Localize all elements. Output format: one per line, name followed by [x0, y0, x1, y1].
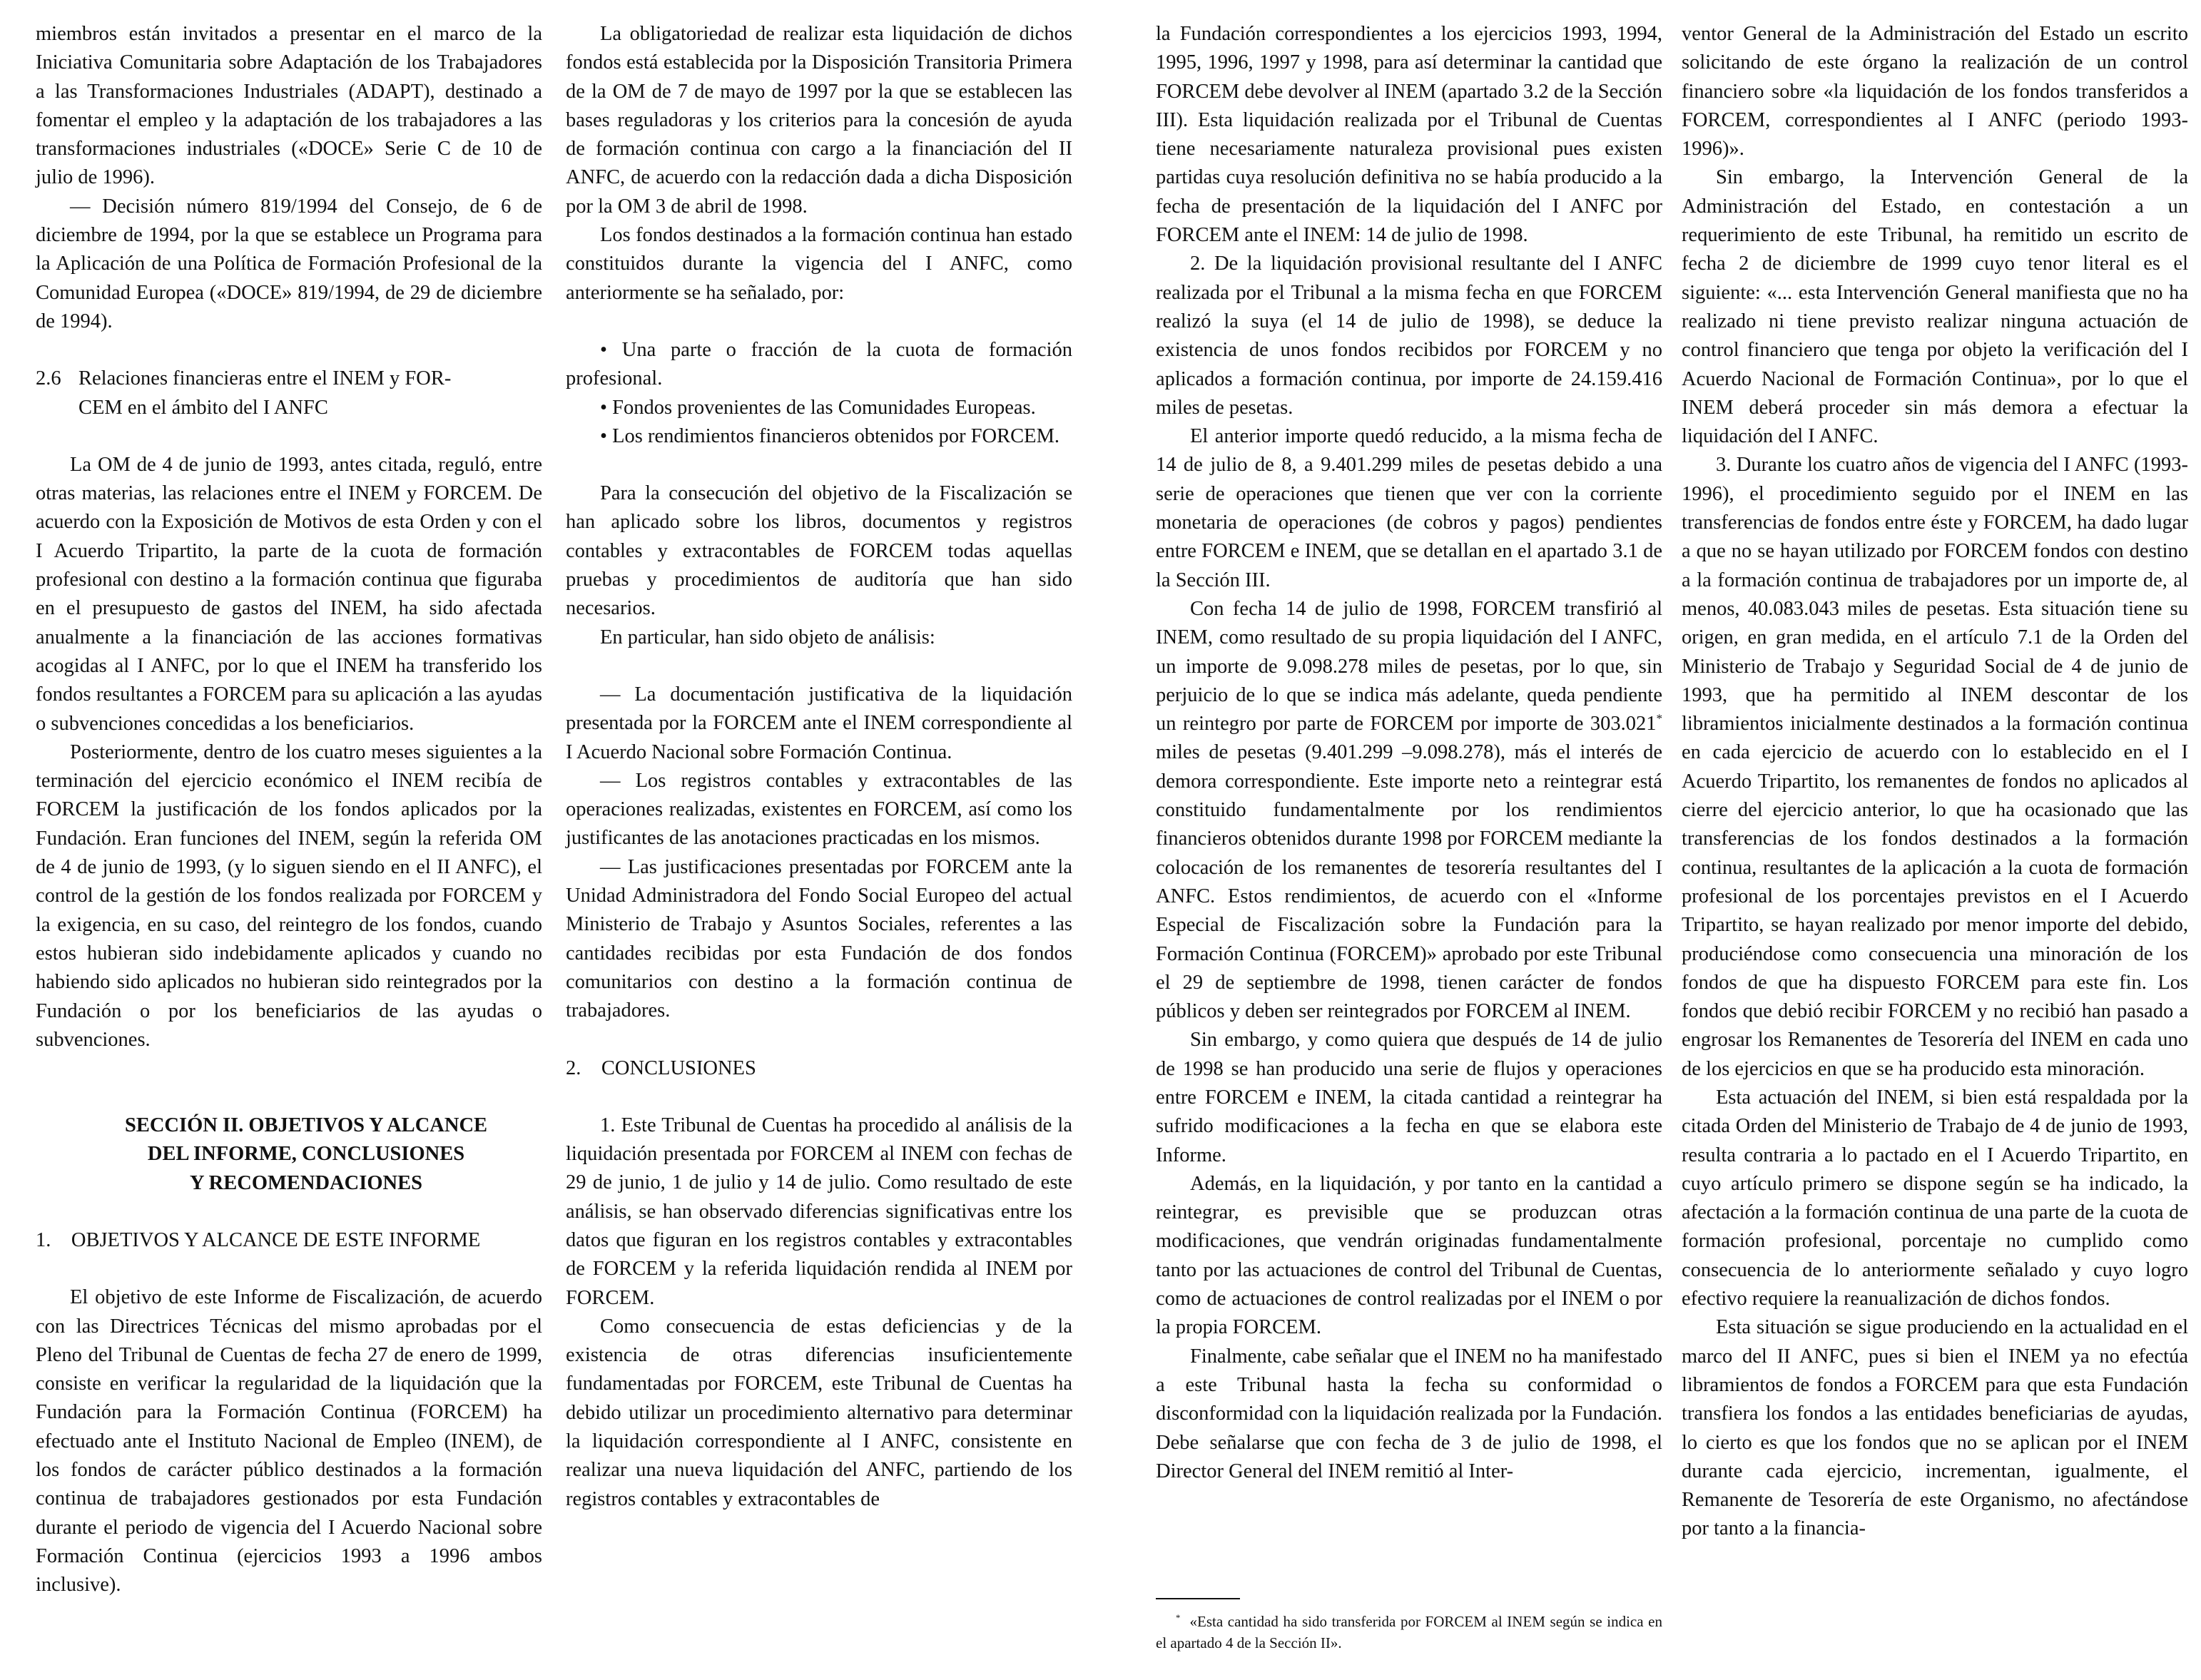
- paragraph: Posteriormente, dentro de los cuatro meses siguientes a la terminación del ejercicio económico el INEM recibía de FORCEM la justificación de los fondos aplicados por la Fundación. Eran funciones del INEM, según la referida OM de 4 de junio de 1993, (y lo siguen siendo en el II ANFC), el control de la gestión de los fondos realizada por FORCEM y la exigencia, en su caso, del reintegro de los fondos, cuando estos hubieran sido indebidamente aplicados y cuando no habiendo sido aplicados no hubieran sido reintegrados por la Fundación o por los beneficiarios de las ayudas o subvenciones.: [36, 740, 542, 1051]
- spacer: [566, 451, 1072, 479]
- paragraph: 1. Este Tribunal de Cuentas ha procedido al análisis de la liquidación presentada por FORCEM al INEM con fechas de 29 de junio, 1 de julio y 14 de julio. Como resultado de este análisis, se han observado diferencias significativas entre los datos que figuran en los registros contables y extracontables de FORCEM y la referida liquidación rendida al INEM por FORCEM.: [566, 1114, 1072, 1309]
- paragraph: La OM de 4 de junio de 1993, antes citada, reguló, entre otras materias, las relaciones entre el INEM y FORCEM. De acuerdo con la Exposición de Motivos de esta Orden y con el I Acuerdo Tripartito, la parte de la cuota de formación profesional con destino a la formación continua que figuraba en el presupuesto de gastos del INEM, ha sido afectada anualmente a la financiación de las acciones formativas acogidas al I ANFC, por lo que el INEM ha transferido los fondos resultantes a FORCEM para su aplicación a las ayudas o subvenciones concedidas a los beneficiarios.: [36, 453, 542, 735]
- spacer: [566, 307, 1072, 336]
- paragraph-text: miles de pesetas (9.401.299 –9.098.278), más el interés de demora correspondiente. Este importe neto a reintegrar está constituido fundamentalmente por los rendimientos financieros obtenidos durante 1998 por FORCEM mediante la colocación de los remanentes de tesorería resultantes del I ANFC. Estos rendimientos, de acuerdo con el «Informe Especial de Fiscalización sobre la Fundación para la Formación Continua (FORCEM)» aprobado por este Tribunal el 29 de septiembre de 1998, tienen carácter de fondos públicos y deben ser reintegrados por FORCEM al INEM.: [1156, 741, 1662, 1023]
- footnote-divider: [1156, 1598, 1240, 1599]
- heading-number: 2.6: [36, 367, 61, 390]
- column-1: [36, 20, 542, 1600]
- column-2: [566, 20, 1072, 1514]
- paragraph: la Fundación correspondientes a los ejercicios 1993, 1994, 1995, 1996, 1997 y 1998, para así determinar la cantidad que FORCEM debe devolver al INEM (apartado 3.2 de la Sección III). Esta liquidación realizada por el Tribunal de Cuentas tiene necesariamente naturaleza provisional pues existen partidas cuya resolución definitiva no se había producido a la fecha de presentación de la liquidación del I ANFC por FORCEM ante el INEM: 14 de julio de 1998.: [1156, 23, 1662, 247]
- footnote-text: «Esta cantidad ha sido transferida por FORCEM al INEM según se indica en el apartado 4 de la Sección II».: [1156, 1613, 1662, 1651]
- paragraph: — Decisión número 819/1994 del Consejo, de 6 de diciembre de 1994, por la que se establece un Programa para la Aplicación de una Política de Formación Profesional de la Comunidad Europea («DOCE» 819/1994, de 29 de diciembre de 1994).: [36, 195, 542, 332]
- bullet-item: • Los rendimientos financieros obtenidos por FORCEM.: [600, 424, 1060, 447]
- footnote: [1156, 1611, 1662, 1654]
- paragraph: Esta actuación del INEM, si bien está respaldada por la citada Orden del Ministerio de Trabajo de 4 de junio de 1993, resulta contraria a lo pactado en el I Acuerdo Tripartito, en cuyo artículo primero se dispone según se ha indicado, la afectación a la formación continua de una parte de la cuota de formación profesional, porcentaje no cumplido como consecuencia de lo anteriormente señalado y cuyo logro efectivo requiere la reanualización de dichos fondos.: [1682, 1086, 2188, 1310]
- subsection-heading-1: 1. OBJETIVOS Y ALCANCE DE ESTE INFORME: [36, 1228, 481, 1251]
- paragraph: Para la consecución del objetivo de la Fiscalización se han aplicado sobre los libros, documentos y registros contables y extracontables de FORCEM todas aquellas pruebas y procedimientos de auditoría que han sido necesarios.: [566, 482, 1072, 620]
- paragraph: La obligatoriedad de realizar esta liquidación de dichos fondos está establecida por la Disposición Transitoria Primera de la OM de 7 de mayo de 1997 por la que se establecen las bases reguladoras y los criterios para la concesión de ayuda de formación continua con cargo a la financiación del II ANFC, de acuerdo con la redacción dada a dicha Disposición por la OM 3 de abril de 1998.: [566, 23, 1072, 218]
- subsection-heading-2: 2. CONCLUSIONES: [566, 1057, 756, 1079]
- section-heading: SECCIÓN II. OBJETIVOS Y ALCANCE: [124, 1114, 488, 1137]
- paragraph: Los fondos destinados a la formación continua han estado constituidos durante la vigencia del I ANFC, como anteriormente se ha señalado, por:: [566, 224, 1072, 304]
- paragraph: Como consecuencia de estas deficiencias y de la existencia de otras diferencias insuficientemente fundamentadas por FORCEM, este Tribunal de Cuentas ha debido utilizar un procedimiento alternativo para determinar la liquidación correspondiente al I ANFC, consistente en realizar una nueva liquidación del ANFC, partiendo de los registros contables y extracontables de: [566, 1315, 1072, 1510]
- spacer: [566, 1026, 1072, 1054]
- footnote-mark: *: [1176, 1613, 1181, 1623]
- paragraph: El objetivo de este Informe de Fiscalización, de acuerdo con las Directrices Técnicas del mismo aprobadas por el Pleno del Tribunal de Cuentas de fecha 27 de enero de 1999, consiste en verificar la regularidad de la liquidación que la Fundación para la Formación Continua (FORCEM) ha efectuado ante el Instituto Nacional de Empleo (INEM), de los fondos de carácter público destinados a la formación continua de trabajadores gestionados por esta Fundación durante el periodo de vigencia del I Acuerdo Nacional sobre Formación Continua (ejercicios 1993 a 1996 ambos inclusive).: [36, 1286, 542, 1597]
- dash-item: — Las justificaciones presentadas por FORCEM ante la Unidad Administradora del Fondo Social Europeo del actual Ministerio de Trabajo y Asuntos Sociales, referentes a las cantidades recibidas por esta Fundación de dos fondos comunitarios con destino a la formación continua de trabajadores.: [566, 855, 1072, 1022]
- spacer: [36, 422, 542, 451]
- dash-item: — Los registros contables y extracontables de las operaciones realizadas, existentes en FORCEM, así como los justificantes de las anotaciones practicadas en los mismos.: [566, 769, 1072, 850]
- bullet-item: • Fondos provenientes de las Comunidades Europeas.: [600, 396, 1036, 419]
- paragraph: ventor General de la Administración del Estado un escrito solicitando de este órgano la realización de un control financiero sobre «la liquidación de los fondos transferidos a FORCEM, correspondientes al I ANFC (periodo 1993-1996)».: [1682, 23, 2188, 161]
- paragraph: Además, en la liquidación, y por tanto en la cantidad a reintegrar, es previsible que se produzcan otras modificaciones, que vendrán originadas fundamentalmente tanto por las actuaciones de control del Tribunal de Cuentas, como de actuaciones de control realizadas por el INEM o por la propia FORCEM.: [1156, 1172, 1662, 1339]
- bullet-item: • Una parte o fracción de la cuota de formación profesional.: [566, 338, 1072, 390]
- dash-item: — La documentación justificativa de la liquidación presentada por la FORCEM ante el INEM correspondiente al I Acuerdo Nacional sobre Formación Continua.: [566, 683, 1072, 763]
- column-3: [1156, 20, 1662, 1486]
- heading-text-continued: CEM en el ámbito del I ANFC: [78, 396, 328, 419]
- paragraph: En particular, han sido objeto de análisis:: [600, 626, 935, 648]
- spacer: [36, 336, 542, 365]
- paragraph: 3. Durante los cuatro años de vigencia del I ANFC (1993-1996), el procedimiento seguido por el INEM en las transferencias de fondos entre éste y FORCEM, ha dado lugar a que no se hayan utilizado por FORCEM fondos con destino a la formación continua de trabajadores por un importe de, al menos, 40.083.043 miles de pesetas. Esta situación tiene su origen, en gran medida, en el artículo 7.1 de la Orden del Ministerio de Trabajo y Seguridad Social de 4 de junio de 1993, que ha permitido al INEM descontar de los libramientos inicialmente destinados a la formación continua en cada ejercicio de acuerdo con lo establecido en el I Acuerdo Tripartito, los remanentes de fondos no aplicados al cierre del ejercicio anterior, lo que ha ocasionado que las transferencias de los fondos destinados a la formación continua, resultantes de la aplicación a la cuota de formación profesional de los porcentajes previstos en el I Acuerdo Tripartito, se hayan realizado por menor importe del debido, produciéndose como consecuencia una minoración de los fondos de que ha dispuesto FORCEM para este fin. Los fondos que debió recibir FORCEM y no recibió han pasado a engrosar los Remanentes de Tesorería del INEM en cada uno de los ejercicios en que se ha producido esta minoración.: [1682, 454, 2188, 1080]
- paragraph: Sin embargo, y como quiera que después de 14 de julio de 1998 se han producido una serie de flujos y operaciones entre FORCEM e INEM, la citada cantidad a reintegrar ha sufrido modificaciones a la fecha en que se elabora este Informe.: [1156, 1029, 1662, 1166]
- spacer: [566, 1083, 1072, 1111]
- subsection-heading-2-6: [36, 365, 542, 422]
- paragraph: Esta situación se sigue produciendo en la actualidad en el marco del II ANFC, pues si bien el INEM ya no efectúa libramientos de fondos a FORCEM para que esta Fundación transfiera los fondos a las entidades beneficiarias de ayudas, lo cierto es que los fondos que no se aplican por el INEM durante cada ejercicio, incrementan, igualmente, el Remanente de Tesorería de este Organismo, no afectándose por tanto a la financia-: [1682, 1316, 2188, 1540]
- spacer: [566, 652, 1072, 681]
- spacer: [36, 1083, 542, 1111]
- section-heading: Y RECOMENDACIONES: [190, 1171, 422, 1194]
- footnote-reference: *: [1656, 711, 1662, 726]
- paragraph-text: Con fecha 14 de julio de 1998, FORCEM transfirió al INEM, como resultado de su propia liquidación del I ANFC, un importe de 9.098.278 miles de pesetas, por lo que, sin perjuicio de lo que se indica más adelante, queda pendiente un reintegro por parte de FORCEM por importe de 303.021: [1156, 597, 1662, 735]
- spacer: [36, 1054, 542, 1083]
- paragraph: [1156, 595, 1662, 1026]
- heading-text: Relaciones financieras entre el INEM y FOR-: [78, 367, 452, 390]
- paragraph: miembros están invitados a presentar en el marco de la Iniciativa Comunitaria sobre Adaptación de los Trabajadores a las Transformaciones Industriales (ADAPT), destinado a fomentar el empleo y la adaptación de los trabajadores a las transformaciones industriales («DOCE» Serie C de 10 de julio de 1996).: [36, 23, 542, 189]
- paragraph: Finalmente, cabe señalar que el INEM no ha manifestado a este Tribunal hasta la fecha su conformidad o disconformidad con la liquidación realizada por la Fundación. Debe señalarse que con fecha de 3 de julio de 1998, el Director General del INEM remitió al Inter-: [1156, 1345, 1662, 1482]
- spacer: [36, 1198, 542, 1226]
- paragraph: Sin embargo, la Intervención General de la Administración del Estado, en contestación a un requerimiento de este Tribunal, ha remitido un escrito de fecha 2 de diciembre de 1999 cuyo tenor literal es el siguiente: «... esta Intervención General manifiesta que no ha realizado ni tiene previsto realizar ninguna actuación de control financiero que tenga por objeto la verificación del I Acuerdo Nacional de Formación Continua», por lo que el INEM deberá proceder sin más demora a efectuar la liquidación del I ANFC.: [1682, 166, 2188, 448]
- column-4: [1682, 20, 2188, 1544]
- paragraph: 2. De la liquidación provisional resultante del I ANFC realizada por el Tribunal a la misma fecha en que FORCEM realizó la suya (el 14 de julio de 1998), se deduce la existencia de unos fondos recibidos por FORCEM y no aplicados a formación continua, por importe de 24.159.416 miles de pesetas.: [1156, 253, 1662, 419]
- spacer: [36, 1255, 542, 1283]
- paragraph: El anterior importe quedó reducido, a la misma fecha de 14 de julio de 8, a 9.401.299 miles de pesetas debido a una serie de operaciones que tienen que ver con la corriente monetaria de operaciones (de cobros y pagos) pendientes entre FORCEM e INEM, que se detallan en el apartado 3.1 de la Sección III.: [1156, 425, 1662, 591]
- section-heading: DEL INFORME, CONCLUSIONES: [147, 1143, 465, 1166]
